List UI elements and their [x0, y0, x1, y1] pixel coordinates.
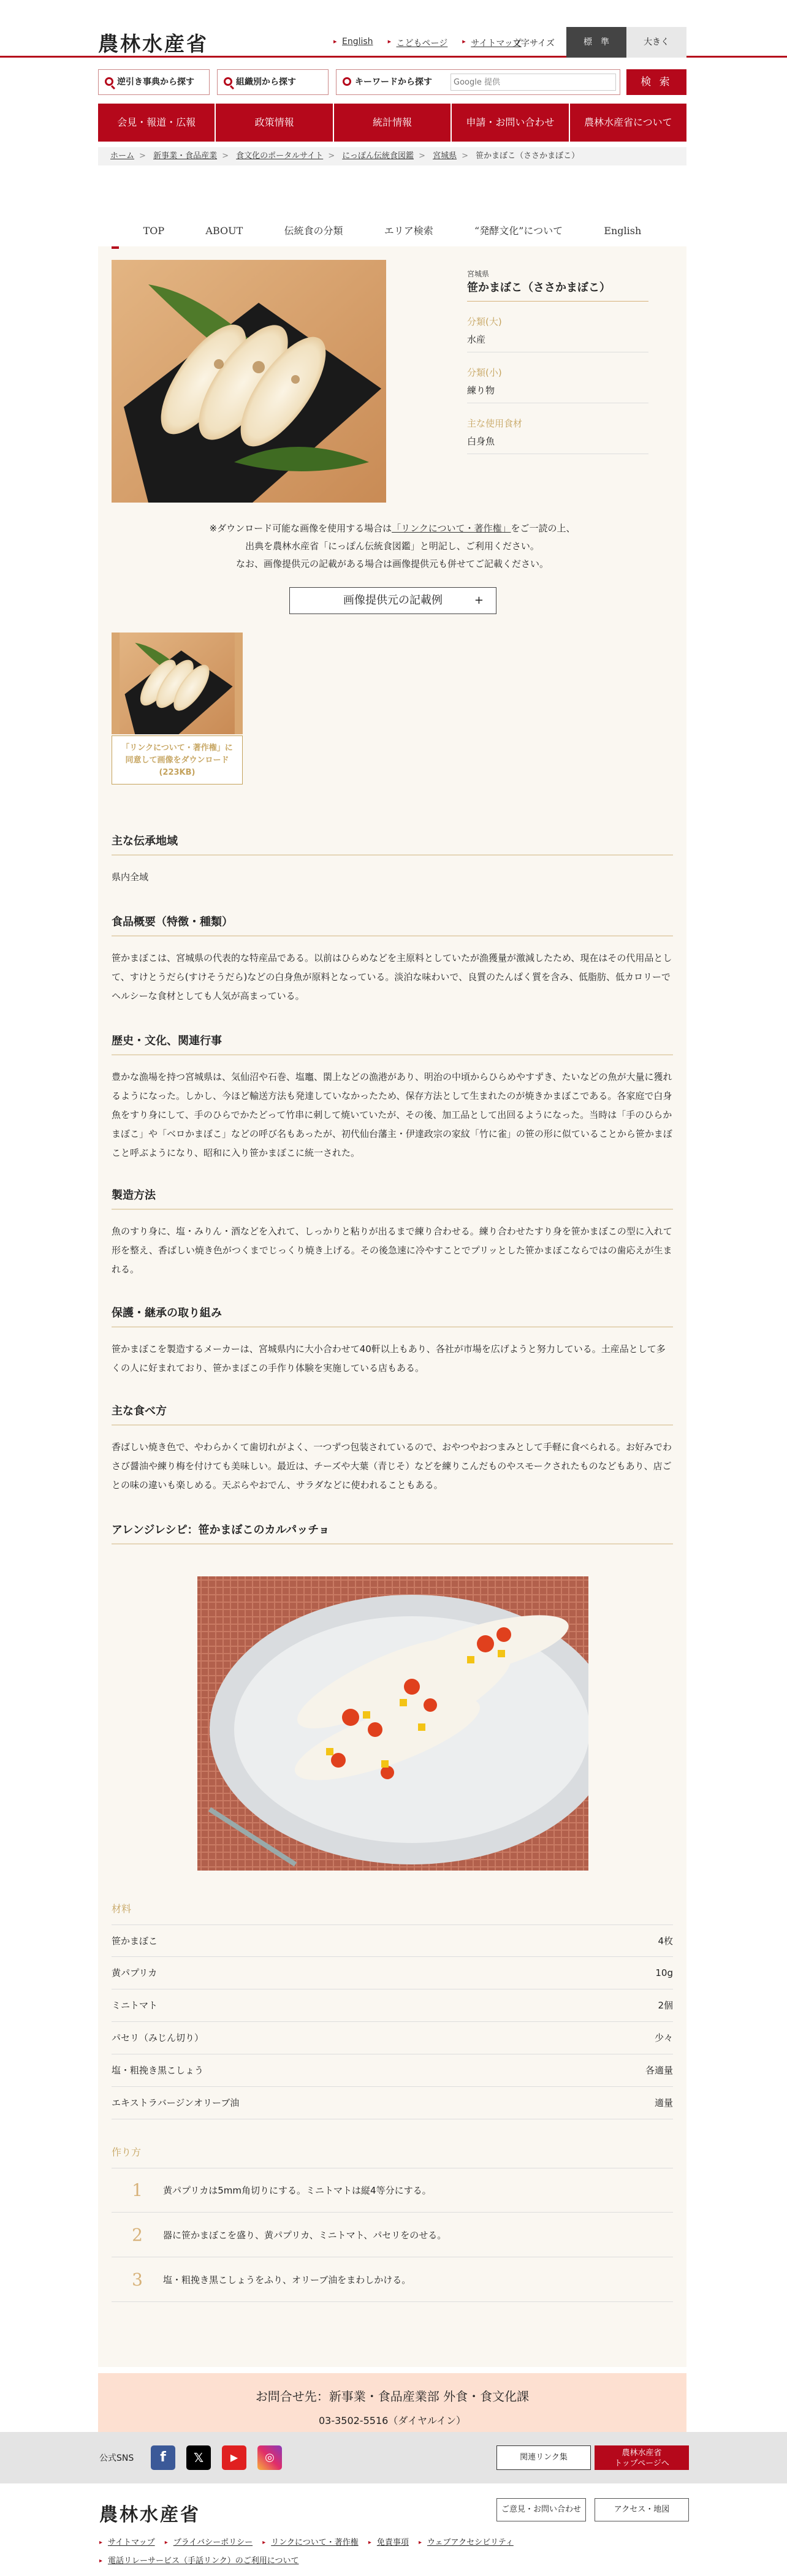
subnav-area-search[interactable]: エリア検索: [384, 225, 433, 237]
crumb-current: 笹かまぼこ（ささかまぼこ）: [476, 151, 580, 161]
by-organization-button[interactable]: [217, 69, 329, 95]
step-number: 1: [132, 2180, 143, 2200]
subnav-fermentation[interactable]: “発酵文化”について: [474, 225, 563, 237]
food-details: [467, 268, 648, 454]
keyword-label: キーワードから探す: [355, 77, 432, 87]
crumb-miyagi[interactable]: 宮城県: [433, 151, 457, 161]
food-thumbnail[interactable]: [112, 633, 243, 734]
section-title: 歴史・文化、関連行事: [112, 1032, 673, 1055]
link-kids[interactable]: ▸ こどもページ: [388, 37, 448, 49]
step-text: 塩・粗挽き黒こしょうをふり、オリーブ油をまわしかける。: [163, 2274, 411, 2285]
notice-line2: 出典を農林水産省「にっぽん伝統食図鑑」と明記し、ご利用ください。: [245, 541, 539, 552]
footer-link-copyright[interactable]: ▸ リンクについて・著作権: [262, 2538, 358, 2547]
step-number: 2: [132, 2224, 143, 2245]
top-links: [333, 37, 536, 49]
food-photo: [112, 260, 386, 503]
crumb-food-culture-portal[interactable]: 食文化のポータルサイト: [236, 151, 324, 161]
ingredient-qty: 2個: [658, 2000, 673, 2011]
plus-icon: +: [474, 594, 484, 607]
list-item: [112, 2054, 673, 2087]
main-ingredient-value: 白身魚: [467, 430, 648, 454]
category-small-value: 練り物: [467, 379, 648, 403]
maff-top-line2: トップページへ: [614, 2459, 669, 2468]
footer-link-privacy[interactable]: ▸ プライバシーポリシー: [165, 2538, 253, 2547]
footer-link-disclaimer[interactable]: ▸ 免責事項: [368, 2538, 409, 2547]
notice-text: をご一読の上、: [511, 523, 576, 534]
ingredient-qty: 適量: [654, 2097, 673, 2108]
section-text: 香ばしい焼き色で、やわらかくて歯切れがよく、一つずつ包装されているので、おやつやおつまみとして手軽に食べられる。お好みでわさび醤油や練り梅を付けても美味しい。最近は、チーズや大葉（青じそ）などを練りこんだものやスモークされたものなどもあり、店ごとの味の違いも楽しめる。天ぷらやおでん、サラダなどに使われることもある。: [112, 1442, 672, 1491]
youtube-icon[interactable]: ▶: [222, 2445, 246, 2470]
instagram-icon[interactable]: ◎: [257, 2445, 282, 2470]
related-links-button[interactable]: 関連リンク集: [496, 2445, 591, 2470]
list-item: [112, 2213, 673, 2257]
facebook-icon[interactable]: f: [151, 2445, 175, 2470]
steps-label: 作り方: [112, 2146, 142, 2158]
section-title: 製造方法: [112, 1187, 673, 1210]
keyword-search-box: [336, 69, 620, 95]
list-item: [112, 2168, 673, 2213]
contact-phone: 03-3502-5516（ダイヤルイン）: [318, 2415, 466, 2426]
section-title: 主な伝承地域: [112, 832, 673, 856]
crumb-new-business[interactable]: 新事業・食品産業: [153, 151, 218, 161]
step-text: 器に笹かまぼこを盛り、黄パプリカ、ミニトマト、パセリをのせる。: [163, 2229, 447, 2241]
maff-top-line1: 農林水産省: [622, 2449, 662, 2458]
list-item: [112, 2022, 673, 2054]
sub-nav: [98, 216, 686, 246]
subnav-top[interactable]: TOP: [143, 225, 165, 237]
section-text: 魚のすり身に、塩・みりん・酒などを入れて、しっかりと粘りが出るまで練り合わせる。練り合わせたすり身を笹かまぼこの型に入れて形を整え、香ばしい焼き色がつくまでじっくり焼き上げる。その後急速に冷やすことでプリッとした笹かまぼこならではの歯応えが生まれる。: [112, 1226, 672, 1275]
section-title: 食品概要（特徴・種類）: [112, 913, 673, 937]
section-method: [112, 1187, 673, 1279]
by-organization-label: 組織別から探す: [236, 77, 296, 87]
category-large-label: 分類(大): [467, 316, 502, 327]
accent-mark: [112, 246, 119, 249]
site-header: [0, 0, 787, 58]
credit-example-label: 画像提供元の記載例: [343, 594, 443, 607]
global-nav: [98, 104, 686, 142]
image-usage-notice: [98, 520, 686, 573]
ingredient-qty: 10g: [655, 1967, 673, 1978]
main-ingredient-label: 主な使用食材: [467, 418, 523, 429]
nav-about-ministry[interactable]: 農林水産省について: [570, 104, 686, 142]
list-item: [112, 2087, 673, 2119]
ingredient-name: 黄パプリカ: [112, 1967, 158, 1978]
ingredient-name: 塩・粗挽き黒こしょう: [112, 2065, 204, 2076]
list-item: [112, 1957, 673, 1989]
section-title: アレンジレシピ：笹かまぼこのカルパッチョ: [112, 1521, 673, 1544]
section-text: 笹かまぼこを製造するメーカーは、宮城県内に大小合わせて40軒以上もあり、各社が市場を広げようと努力している。土産品として多くの人に好まれており、笹かまぼこの手作り体験を実施している店もある。: [112, 1343, 666, 1373]
search-icon: [105, 77, 113, 86]
reverse-dictionary-button[interactable]: [98, 69, 210, 95]
section-text: 豊かな漁場を持つ宮城県は、気仙沼や石巻、塩竈、閖上などの漁港があり、明治の中頃からひらめやすずき、たいなどの魚が大量に獲れるようになった。しかし、今ほど輸送方法も発達していなかったため、保存方法として生まれたのが焼きかまぼこである。各家庭で白身魚をすり身にして、手のひらでかたどって竹串に刺して焼いていたが、その後、加工品として出回るようになった。当時は「手のひらかまぼこ」や「ベロかまぼこ」などの呼び名もあったが、初代仙台藩主・伊達政宗の家紋「竹に雀」の笹の形に似ていることから笹かまぼこと呼ぶようになり、昭和に入り笹かまぼこに統一された。: [112, 1071, 672, 1158]
list-item: [112, 1924, 673, 1957]
footer-logo[interactable]: 農林水産省: [99, 2504, 200, 2526]
section-overview: [112, 913, 673, 1006]
footer-link-sitemap[interactable]: ▸ サイトマップ: [99, 2538, 155, 2547]
notice-line3: なお、画像提供元の記載がある場合は画像提供元も併せてご記載ください。: [235, 558, 549, 569]
font-large-button[interactable]: 大きく: [626, 27, 686, 58]
crumb-traditional-food[interactable]: にっぽん伝統食図鑑: [342, 151, 414, 161]
ingredient-name: ミニトマト: [112, 2000, 158, 2011]
font-standard-button[interactable]: 標 準: [566, 27, 626, 58]
nav-press[interactable]: 会見・報道・広報: [98, 104, 215, 142]
section-text: 県内全域: [112, 872, 149, 883]
section-how-to-eat: [112, 1402, 673, 1495]
list-item: [112, 2257, 673, 2302]
x-twitter-icon[interactable]: 𝕏: [186, 2445, 211, 2470]
step-text: 黄パプリカは5mm角切りにする。ミニトマトは縦4等分にする。: [163, 2185, 432, 2196]
nav-policy[interactable]: 政策情報: [216, 104, 332, 142]
section-recipe: [112, 1521, 673, 1557]
nav-statistics[interactable]: 統計情報: [334, 104, 451, 142]
search-row: [98, 69, 686, 95]
ingredient-name: パセリ（みじん切り）: [112, 2032, 204, 2043]
maff-top-button[interactable]: [595, 2445, 689, 2470]
subnav-about[interactable]: ABOUT: [205, 225, 243, 237]
food-name: 笹かまぼこ（ささかまぼこ）: [467, 279, 648, 302]
category-large-value: 水産: [467, 328, 648, 352]
section-text: 笹かまぼこは、宮城県の代表的な特産品である。以前はひらめなどを主原料としていたが漁獲量が激減したため、現在はその代用品として、すけとうだら(すけそうだら)などの白身魚が原料となっている。淡泊な味わいで、良質のたんぱく質を含み、低脂肪、低カロリーでヘルシーな食材としても人気が高まっている。: [112, 952, 672, 1001]
sns-label: 公式SNS: [99, 2453, 134, 2463]
reverse-dictionary-label: 逆引き事典から探す: [117, 77, 194, 87]
section-preserve: [112, 1304, 673, 1378]
ingredient-qty: 4枚: [658, 1936, 673, 1947]
footer-link-relay-service[interactable]: ▸ 電話リレーサービス（手話リンク）のご利用について: [99, 2556, 298, 2566]
site-logo[interactable]: 農林水産省: [98, 32, 208, 56]
footer-links: [99, 2534, 688, 2570]
subnav-english[interactable]: English: [604, 225, 642, 237]
breadcrumb: ホーム > 新事業・食品産業 > 食文化のポータルサイト > にっぽん伝統食図鑑 > 宮城県 > 笹かまぼこ（ささかまぼこ）: [98, 147, 686, 165]
font-size-label: 文字サイズ: [512, 39, 555, 48]
ingredient-qty: 少々: [654, 2032, 673, 2043]
search-button[interactable]: 検 索: [626, 69, 686, 95]
download-line2: 同意して画像をダウンロード: [125, 756, 229, 765]
link-sitemap[interactable]: ▸ サイトマップ: [462, 37, 521, 49]
access-map-button[interactable]: アクセス・地図: [595, 2498, 689, 2521]
food-prefecture: 宮城県: [467, 270, 490, 278]
contact-department: お問合せ先：新事業・食品産業部 外食・食文化課: [255, 2389, 530, 2404]
section-title: 主な食べ方: [112, 1402, 673, 1426]
nav-application[interactable]: 申請・お問い合わせ: [452, 104, 568, 142]
download-line1: 「リンクについて・著作権」に: [121, 743, 233, 753]
credit-example-button[interactable]: [289, 587, 496, 614]
footer-link-accessibility[interactable]: ▸ ウェブアクセシビリティ: [419, 2538, 514, 2547]
link-english[interactable]: ▸ English: [333, 37, 373, 49]
ingredient-qty: 各適量: [645, 2065, 673, 2076]
ingredient-name: エキストラバージンオリーブ油: [112, 2097, 240, 2108]
main-content: [98, 246, 686, 2367]
section-title: 保護・継承の取り組み: [112, 1304, 673, 1328]
ingredients-list: [112, 1924, 673, 2119]
search-icon: [224, 77, 232, 86]
download-image-button[interactable]: [112, 735, 243, 785]
opinion-button[interactable]: ご意見・お問い合わせ: [496, 2498, 586, 2521]
copyright-link[interactable]: 「リンクについて・著作権」: [392, 523, 511, 534]
crumb-home[interactable]: ホーム: [110, 151, 135, 161]
recipe-photo: [197, 1576, 588, 1871]
contact-box: [98, 2373, 686, 2433]
step-number: 3: [132, 2269, 143, 2290]
list-item: [112, 1989, 673, 2022]
section-history: [112, 1032, 673, 1163]
category-small-label: 分類(小): [467, 367, 502, 378]
section-area: [112, 832, 673, 887]
sns-bar: [0, 2432, 787, 2483]
notice-text: ※ダウンロード可能な画像を使用する場合は: [209, 523, 392, 534]
download-size: (223KB): [159, 768, 196, 777]
subnav-classification[interactable]: 伝統食の分類: [284, 225, 343, 237]
ingredient-name: 笹かまぼこ: [112, 1936, 158, 1947]
search-input[interactable]: [451, 74, 616, 91]
search-icon: [343, 77, 351, 86]
ingredients-label: 材料: [112, 1903, 132, 1915]
recipe-steps: [112, 2168, 673, 2302]
